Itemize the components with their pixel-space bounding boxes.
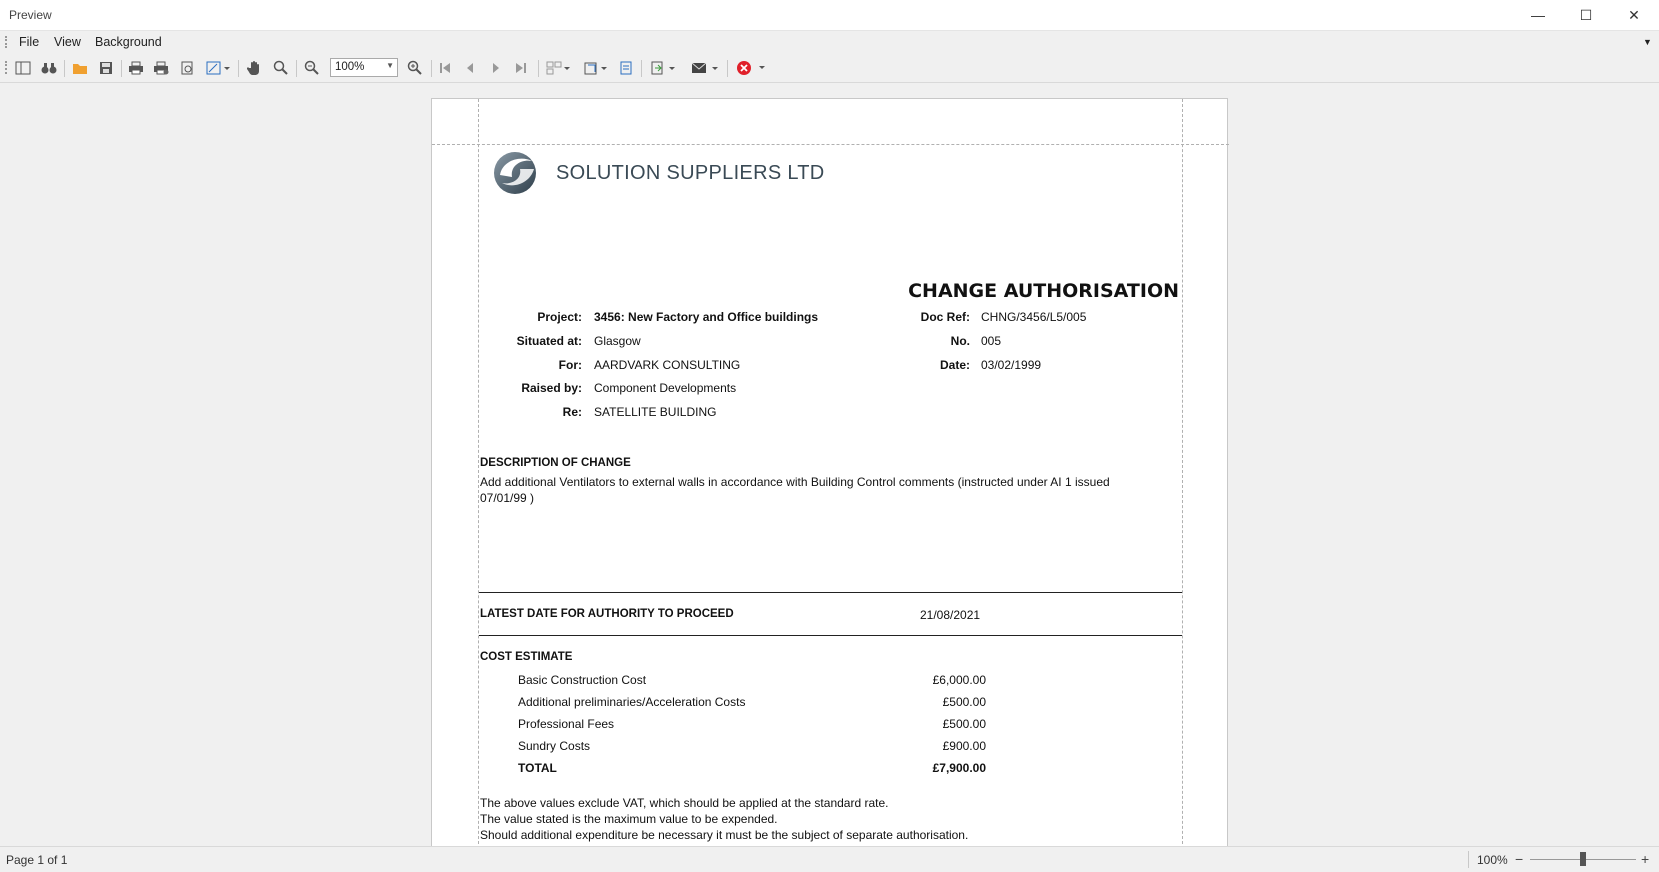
doc-ref-label: Doc Ref: [920,310,970,324]
quick-print-icon[interactable] [152,59,170,77]
cost-item-value: £6,000.00 [932,673,986,687]
cost-item-value: £500.00 [942,717,986,731]
for-label: For: [558,358,582,372]
toolbar [0,55,1659,83]
margin-guide-right [1182,99,1183,846]
number-value: 005 [981,334,1002,348]
margin-guide-left [478,99,479,846]
number-label: No. [950,334,970,348]
toolbar-separator [538,60,539,77]
raised-by-value: Component Developments [594,381,737,395]
toolbar-separator [727,60,728,77]
situated-value: Glasgow [594,334,641,348]
total-label: TOTAL [518,761,557,775]
description-line-1: Add additional Ventilators to external walls in accordance with Building Control comments (instructed under AI 1 issued [480,475,1110,489]
zoom-slider-thumb[interactable] [1580,852,1586,866]
chevron-down-icon[interactable]: ▼ [386,61,394,70]
next-page-icon[interactable] [488,59,504,77]
page-indicator: Page 1 of 1 [6,853,68,867]
zoom-plus-icon[interactable]: + [1641,851,1650,867]
page-setup-icon[interactable] [178,59,196,77]
authority-label: LATEST DATE FOR AUTHORITY TO PROCEED [480,608,734,620]
cost-item-value: £500.00 [942,695,986,709]
status-bar [0,846,1659,872]
toolbar-grip[interactable] [5,61,7,74]
zoom-combo-value: 100% [335,61,365,73]
toolbar-separator [641,60,642,77]
title-bar [0,0,1659,31]
divider-bottom [479,635,1182,636]
zoom-percentage: 100% [1477,853,1508,867]
scale-dropdown-icon[interactable] [204,59,232,77]
description-heading: DESCRIPTION OF CHANGE [480,457,631,469]
page-color-icon[interactable] [581,59,609,77]
toolbar-separator [121,60,122,77]
cost-item-label: Professional Fees [518,717,615,731]
note-line: Should additional expenditure be necessary it must be the subject of separate authorisation. [480,828,969,842]
preview-viewport[interactable] [0,83,1659,846]
company-name: SOLUTION SUPPLIERS LTD [556,162,825,184]
print-icon[interactable] [127,59,145,77]
minimize-button[interactable]: — [1531,7,1545,23]
export-icon[interactable] [648,59,678,77]
zoom-in-icon[interactable] [406,59,424,77]
binoculars-search-icon[interactable] [40,59,58,77]
toolbar-separator [296,60,297,77]
multiple-pages-icon[interactable] [545,59,571,77]
description-line-2: 07/01/99 ) [480,491,535,505]
menu-overflow-icon[interactable]: ▼ [1643,37,1652,47]
cost-heading: COST ESTIMATE [480,651,573,663]
cost-item-label: Sundry Costs [518,739,591,753]
previous-page-icon[interactable] [462,59,478,77]
save-icon[interactable] [97,59,115,77]
close-window-button[interactable]: ✕ [1628,6,1640,23]
cost-item-value: £900.00 [942,739,986,753]
open-folder-icon[interactable] [71,59,89,77]
close-preview-icon[interactable] [734,59,768,77]
cost-item-label: Basic Construction Cost [518,673,647,687]
zoom-combo[interactable] [330,58,398,77]
raised-by-label: Raised by: [521,381,582,395]
re-value: SATELLITE BUILDING [594,405,717,419]
window-title: Preview [9,8,52,22]
status-separator [1468,851,1469,868]
toolbar-separator [64,60,65,77]
authority-date: 21/08/2021 [920,608,981,622]
doc-ref-value: CHNG/3456/L5/005 [981,310,1087,324]
divider-top [479,592,1182,593]
company-logo-icon [490,149,542,195]
watermark-icon[interactable] [617,59,635,77]
zoom-minus-icon[interactable]: − [1515,851,1524,867]
toolbar-separator [238,60,239,77]
cost-item-label: Additional preliminaries/Acceleration Costs [518,695,746,709]
magnifier-icon[interactable] [272,59,290,77]
project-label: Project: [537,310,582,324]
hand-tool-icon[interactable] [246,59,264,77]
for-value: AARDVARK CONSULTING [594,358,741,372]
zoom-out-icon[interactable] [303,59,321,77]
project-value: 3456: New Factory and Office buildings [594,310,819,324]
email-icon[interactable] [690,59,720,77]
toolbar-separator [431,60,432,77]
date-label: Date: [939,358,970,372]
menu-background[interactable]: Background [95,35,162,49]
note-line: The above values exclude VAT, which should be applied at the standard rate. [480,796,889,810]
menu-view[interactable]: View [54,35,81,49]
menu-grip[interactable] [5,36,9,48]
note-line: The value stated is the maximum value to be expended. [480,812,778,826]
maximize-button[interactable]: ☐ [1579,6,1593,23]
margin-guide-top [432,144,1229,145]
total-value: £7,900.00 [932,761,986,775]
document-page [431,98,1228,846]
menu-bar [0,31,1659,53]
first-page-icon[interactable] [437,59,453,77]
last-page-icon[interactable] [513,59,529,77]
document-title: CHANGE AUTHORISATION [908,280,1179,302]
document-map-icon[interactable] [14,59,32,77]
situated-label: Situated at: [516,334,582,348]
re-label: Re: [562,405,582,419]
date-value: 03/02/1999 [981,358,1042,372]
menu-file[interactable]: File [19,35,40,49]
